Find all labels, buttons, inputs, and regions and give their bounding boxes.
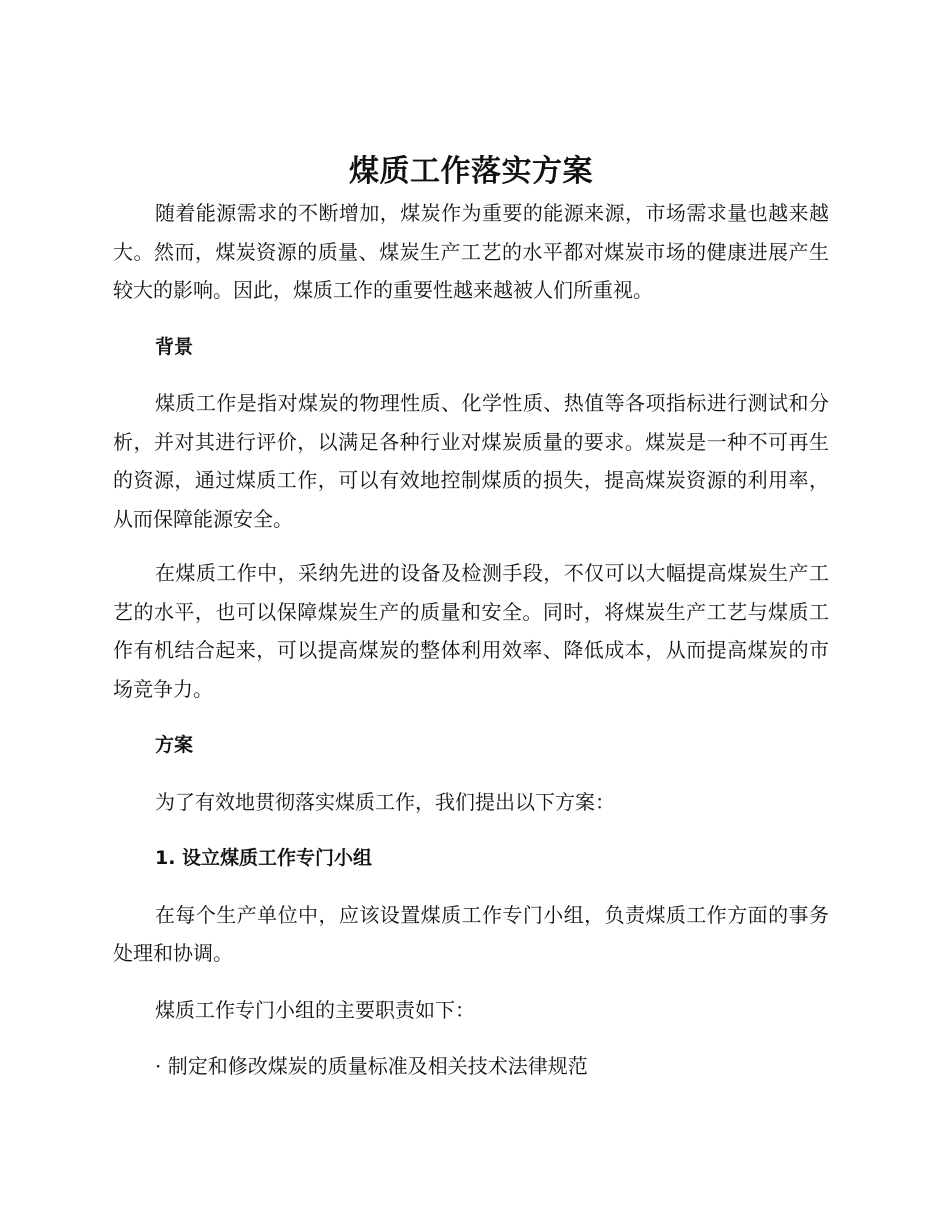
spacer — [113, 973, 829, 991]
spacer — [113, 1029, 829, 1047]
section-heading-background: 背景 — [155, 335, 194, 358]
item1-paragraph-1: 在每个生产单位中，应该设置煤质工作专门小组，负责煤质工作方面的事务处理和协调。 — [113, 902, 829, 965]
document-body — [113, 150, 829, 1086]
item-heading-1: 1. 设立煤质工作专门小组 — [155, 847, 373, 869]
spacer — [113, 821, 829, 839]
spacer — [113, 765, 829, 783]
item1-paragraph-2: 煤质工作专门小组的主要职责如下： — [155, 997, 475, 1022]
spacer — [113, 310, 829, 328]
list-item: · 制定和修改煤炭的质量标准及相关技术法律规范 — [155, 1054, 588, 1078]
spacer — [113, 708, 829, 726]
intro-paragraph: 随着能源需求的不断增加，煤炭作为重要的能源来源，市场需求量也越来越大。然而，煤炭资源的质量、煤炭生产工艺的水平都对煤炭市场的健康进展产生较大的影响。因此，煤质工作的重要性越来越被人们所重视。 — [113, 201, 829, 302]
section-heading-plan: 方案 — [155, 734, 194, 756]
plan-intro-paragraph: 为了有效地贯彻落实煤质工作，我们提出以下方案： — [155, 789, 615, 814]
background-paragraph-2: 在煤质工作中，采纳先进的设备及检测手段，不仅可以大幅提高煤炭生产工艺的水平，也可以保障煤炭生产的质量和安全。同时，将煤炭生产工艺与煤质工作有机结合起来，可以提高煤炭的整体利用效率、降低成本，从而提高煤炭的市场竞争力。 — [113, 561, 829, 701]
document-title: 煤质工作落实方案 — [349, 154, 593, 189]
spacer — [113, 538, 829, 554]
spacer — [113, 878, 829, 896]
background-paragraph-1: 煤质工作是指对煤炭的物理性质、化学性质、热值等各项指标进行测试和分析，并对其进行评价，以满足各种行业对煤炭质量的要求。煤炭是一种不可再生的资源，通过煤质工作，可以有效地控制煤质的损失，提高煤炭资源的利用率，从而保障能源安全。 — [113, 391, 829, 531]
spacer — [113, 366, 829, 384]
